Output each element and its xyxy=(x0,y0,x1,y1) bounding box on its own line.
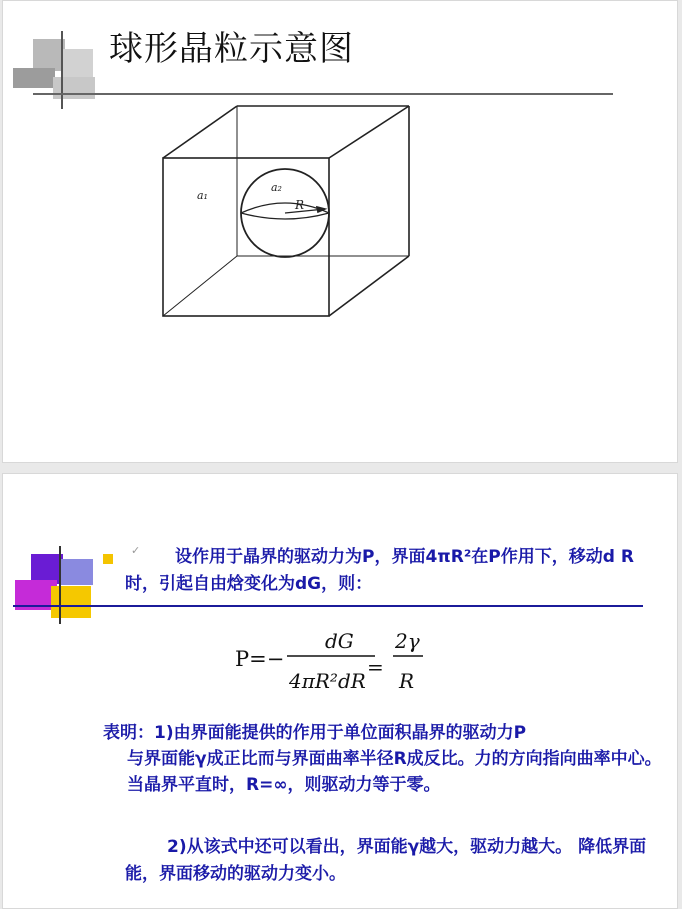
slide-1 xyxy=(2,0,678,463)
cube-edge xyxy=(329,256,409,316)
paragraph-driving-force: 设作用于晶界的驱动力为P，界面4πR²在P作用下，移动d R时，引起自由焓变化为dG，则： xyxy=(125,547,634,594)
explanation-1-lead: 表明：1)由界面能提供的作用于单位面积晶界的驱动力P xyxy=(103,723,527,743)
cube-hidden-edge xyxy=(163,256,237,316)
explanation-1-cont: 与界面能γ成正比而与界面曲率半径R成反比。力的方向指向曲率中心。当晶界平直时，R=∞，则驱动力等于零。 xyxy=(127,749,662,795)
decor-square xyxy=(61,559,93,585)
sphere-equator-front xyxy=(241,213,329,219)
bullet-square-icon xyxy=(103,554,113,564)
driving-force-formula xyxy=(233,616,453,706)
paragraph-explanation-1 xyxy=(103,720,663,798)
cube-front-face xyxy=(163,158,329,316)
paragraph-explanation-2: 2)从该式中还可以看出，界面能γ越大，驱动力越大。 降低界面能，界面移动的驱动力变小。 xyxy=(125,837,647,884)
decor-vertical-line xyxy=(59,546,61,624)
formula-denominator-1: 4πR²dR xyxy=(289,669,366,693)
decor-square xyxy=(13,68,55,88)
label-a1: a₁ xyxy=(197,189,208,202)
formula-numerator-2: 2γ xyxy=(395,629,420,653)
checkmark-icon: ✓ xyxy=(131,544,141,557)
title-underline xyxy=(33,93,613,95)
cube-edge xyxy=(329,106,409,158)
label-r: R xyxy=(295,198,305,212)
section-divider xyxy=(13,605,643,607)
cube-edge xyxy=(163,106,237,158)
decor-square xyxy=(51,586,91,618)
slide-title: 球形晶粒示意图 xyxy=(109,29,354,69)
decor-square xyxy=(53,77,95,99)
formula-numerator-1: dG xyxy=(325,629,354,653)
decor-square xyxy=(63,49,93,77)
formula-lhs: P=− xyxy=(235,647,285,671)
formula-denominator-2: R xyxy=(399,669,415,693)
decor-vertical-line xyxy=(61,31,63,109)
slide-2 xyxy=(2,473,678,909)
label-a2: a₂ xyxy=(271,181,282,194)
formula-equals: = xyxy=(367,655,384,679)
sphere-equator-back xyxy=(241,203,329,213)
spherical-grain-figure xyxy=(153,101,413,331)
